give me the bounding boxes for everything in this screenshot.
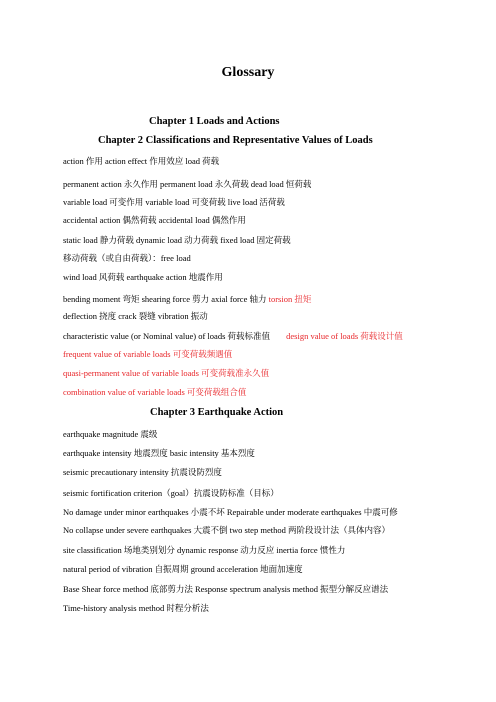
chapter-1-heading: Chapter 1 Loads and Actions <box>149 116 280 127</box>
highlighted-term: combination value of variable loads 可变荷载组合值 <box>63 387 247 397</box>
glossary-line: accidental action 偶然荷载 accidental load 偶然作用 <box>63 215 246 225</box>
glossary-line: deflection 挠度 crack 裂缝 vibration 振动 <box>63 311 208 321</box>
glossary-line: No collapse under severe earthquakes 大震不倒 two step method 两阶段设计法（具体内容） <box>63 525 390 535</box>
glossary-line: action 作用 action effect 作用效应 load 荷载 <box>63 156 220 166</box>
glossary-line: earthquake intensity 地震烈度 basic intensity 基本烈度 <box>63 448 255 458</box>
page-title: Glossary <box>221 65 275 80</box>
highlighted-term: quasi-permanent value of variable loads 可变荷载准永久值 <box>63 368 270 378</box>
glossary-line: earthquake magnitude 震级 <box>63 429 158 439</box>
glossary-line: wind load 风荷载 earthquake action 地震作用 <box>63 272 223 282</box>
glossary-term: bending moment 弯矩 shearing force 剪力 axial force 轴力 torsion 扭矩 <box>63 294 312 304</box>
glossary-line: site classification 场地类别划分 dynamic response 动力反应 inertia force 惯性力 <box>63 545 346 555</box>
glossary-line: seismic fortification criterion（goal）抗震设防标准（目标） <box>63 488 279 498</box>
glossary-term: characteristic value (or Nominal value) of loads 荷载标准值 <box>63 331 271 341</box>
glossary-line: Base Shear force method 底部剪力法 Response spectrum analysis method 振型分解反应谱法 <box>63 584 389 594</box>
glossary-line: variable load 可变作用 variable load 可变荷载 live load 活荷载 <box>63 197 285 207</box>
chapter-2-heading: Chapter 2 Classifications and Representative Values of Loads <box>98 135 373 146</box>
chapter-3-heading: Chapter 3 Earthquake Action <box>150 407 284 418</box>
highlighted-term: frequent value of variable loads 可变荷载频遇值 <box>63 349 233 359</box>
glossary-line: static load 静力荷载 dynamic load 动力荷载 fixed load 固定荷载 <box>63 235 291 245</box>
glossary-line-mixed <box>63 330 403 342</box>
highlighted-term: design value of loads 荷载设计值 <box>286 331 403 341</box>
glossary-line: seismic precautionary intensity 抗震设防烈度 <box>63 467 222 477</box>
highlighted-term: torsion 扭矩 <box>268 294 312 304</box>
glossary-line: permanent action 永久作用 permanent load 永久荷载 dead load 恒荷载 <box>63 179 312 189</box>
glossary-line: 移动荷载（或自由荷载）：free load <box>63 253 191 263</box>
glossary-line: Time-history analysis method 时程分析法 <box>63 603 209 613</box>
glossary-line: natural period of vibration 自振周期 ground acceleration 地面加速度 <box>63 564 303 574</box>
glossary-line: No damage under minor earthquakes 小震不坏 Repairable under moderate earthquakes 中震可修 <box>63 507 398 517</box>
glossary-line-mixed <box>63 293 311 305</box>
